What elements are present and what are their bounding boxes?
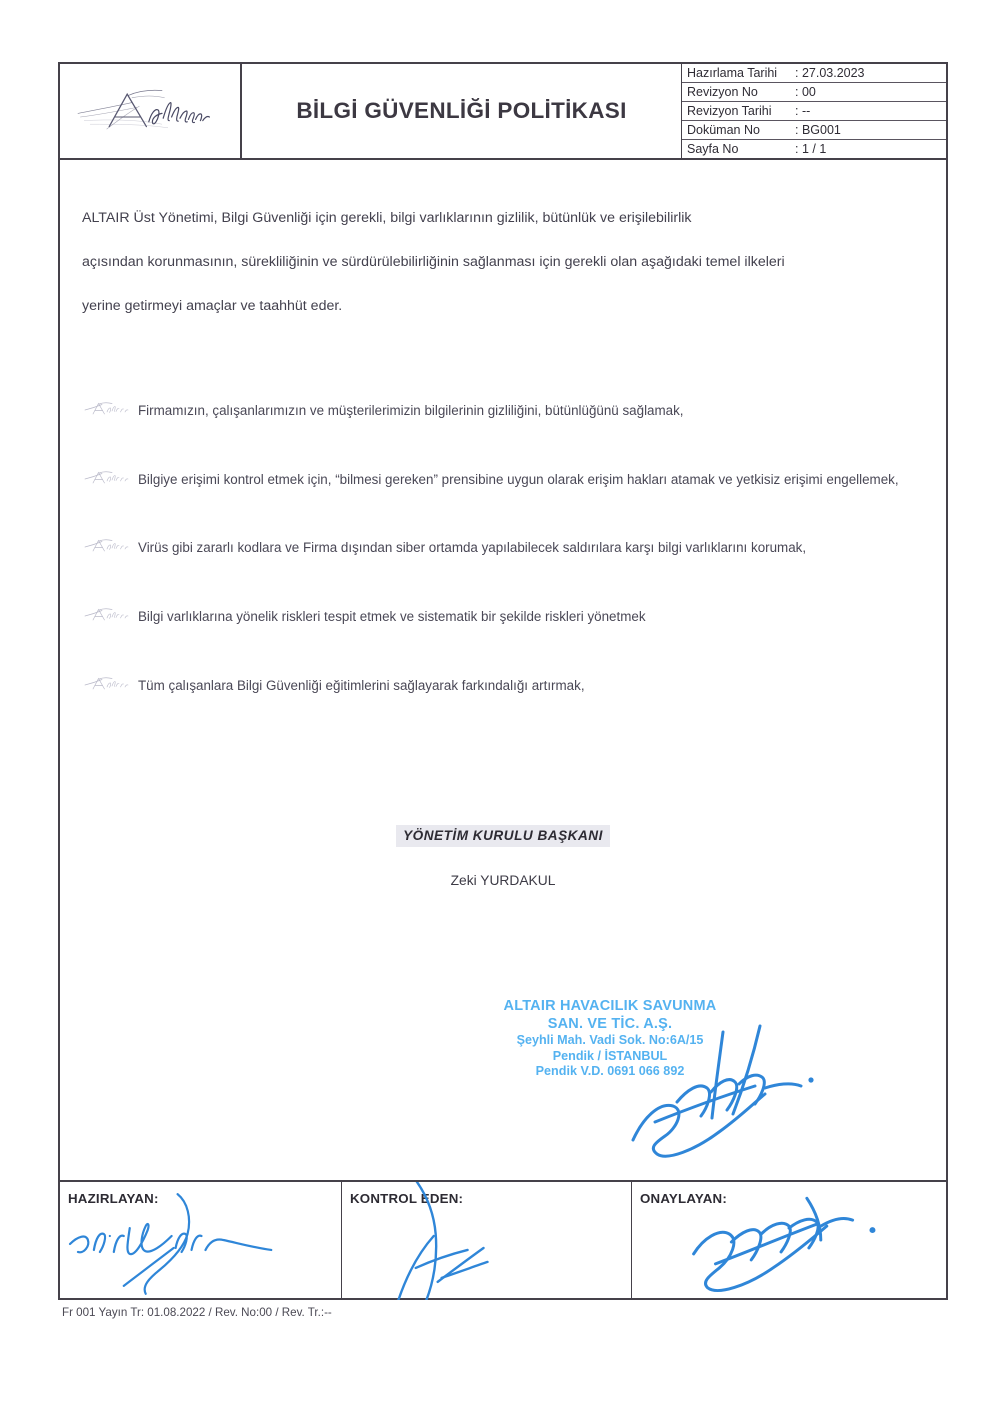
altair-bullet-icon <box>82 607 130 623</box>
altair-bullet-icon <box>82 401 130 417</box>
meta-value: : 1 / 1 <box>795 142 827 156</box>
page-title: BİLGİ GÜVENLİĞİ POLİTİKASI <box>296 98 627 123</box>
stamp-line-3: Şeyhli Mah. Vadi Sok. No:6A/15 <box>516 1033 704 1048</box>
title-cell <box>242 64 682 158</box>
meta-row-sayfa-no <box>682 140 946 158</box>
list-item <box>78 675 928 697</box>
meta-value: : 27.03.2023 <box>795 66 865 80</box>
document-header <box>60 64 946 160</box>
list-item-text: Bilgi varlıklarına yönelik riskleri tespit etmek ve sistematik bir şekilde riskleri yönetmek <box>138 609 646 625</box>
list-item <box>78 606 928 628</box>
footer-revision-note: Fr 001 Yayın Tr: 01.08.2022 / Rev. No:00 / Rev. Tr.:-- <box>62 1306 332 1319</box>
signature-cell-hazirlayan <box>60 1182 342 1298</box>
meta-label: Sayfa No <box>687 142 739 156</box>
chairman-signature <box>615 1018 825 1178</box>
intro-paragraph <box>82 210 882 341</box>
list-item-text: Tüm çalışanlara Bilgi Güvenliği eğitimlerini sağlayarak farkındalığı artırmak, <box>138 677 585 693</box>
list-item-text: Bilgiye erişimi kontrol etmek için, “bilmesi gereken” prensibine uygun olarak erişim hakları atamak ve yetkisiz erişimi engellemek, <box>138 471 899 487</box>
logo-cell <box>60 64 242 158</box>
list-item-text: Virüs gibi zararlı kodlara ve Firma dışından siber ortamda yapılabilecek saldırılara karşı bilgi varlıklarını korumak, <box>138 540 807 556</box>
meta-value: : 00 <box>795 85 816 99</box>
list-item <box>78 537 928 559</box>
stamp-line-2: SAN. VE TİC. A.Ş. <box>547 1015 673 1032</box>
meta-value: : BG001 <box>795 123 841 137</box>
header-metadata-table <box>682 64 946 158</box>
signature-label: ONAYLAYAN: <box>640 1191 727 1206</box>
stamp-line-5: Pendik V.D. 0691 066 892 <box>535 1064 685 1079</box>
intro-line-2: açısından korunmasının, sürekliliğinin ve sürdürülebilirliğinin sağlanması için gerekli olan aşağıdaki temel ilkeleri <box>82 253 785 270</box>
meta-row-revizyon-no <box>682 83 946 102</box>
signature-cell-kontrol-eden <box>342 1182 632 1298</box>
list-item <box>78 400 928 422</box>
altair-bullet-icon <box>82 538 130 554</box>
intro-line-3: yerine getirmeyi amaçlar ve taahhüt eder. <box>82 297 343 314</box>
meta-row-dokuman-no <box>682 121 946 140</box>
meta-row-hazirlama-tarihi <box>682 64 946 83</box>
company-stamp <box>490 998 730 1079</box>
list-item <box>78 469 928 491</box>
signature-strip <box>60 1180 946 1298</box>
meta-row-revizyon-tarihi <box>682 102 946 121</box>
stamp-line-4: Pendik / İSTANBUL <box>552 1048 668 1063</box>
altair-bullet-icon <box>82 676 130 692</box>
approval-block <box>60 825 946 888</box>
policy-principles-list <box>78 400 928 697</box>
meta-label: Revizyon Tarihi <box>687 104 772 118</box>
meta-label: Hazırlama Tarihi <box>687 66 778 80</box>
document-frame <box>58 62 948 1300</box>
stamp-line-1: ALTAIR HAVACILIK SAVUNMA <box>503 998 717 1014</box>
signature-label: KONTROL EDEN: <box>350 1191 464 1206</box>
meta-value: : -- <box>795 104 811 118</box>
approval-role-title: YÖNETİM KURULU BAŞKANI <box>396 825 610 847</box>
signature-cell-onaylayan <box>632 1182 946 1298</box>
intro-line-1: ALTAIR Üst Yönetimi, Bilgi Güvenliği için gerekli, bilgi varlıklarının gizlilik, bütünlük ve erişilebilirlik <box>82 210 692 226</box>
altair-bullet-icon <box>82 470 130 486</box>
meta-label: Revizyon No <box>687 85 758 99</box>
document-body <box>60 160 946 1180</box>
altair-logo-icon <box>72 82 228 140</box>
list-item-text: Firmamızın, çalışanlarımızın ve müşterilerimizin bilgilerinin gizliliğini, bütünlüğünü sağlamak, <box>138 403 684 418</box>
signature-label: HAZIRLAYAN: <box>68 1191 159 1206</box>
approval-person-name: Zeki YURDAKUL <box>450 873 556 888</box>
meta-label: Doküman No <box>687 123 760 137</box>
